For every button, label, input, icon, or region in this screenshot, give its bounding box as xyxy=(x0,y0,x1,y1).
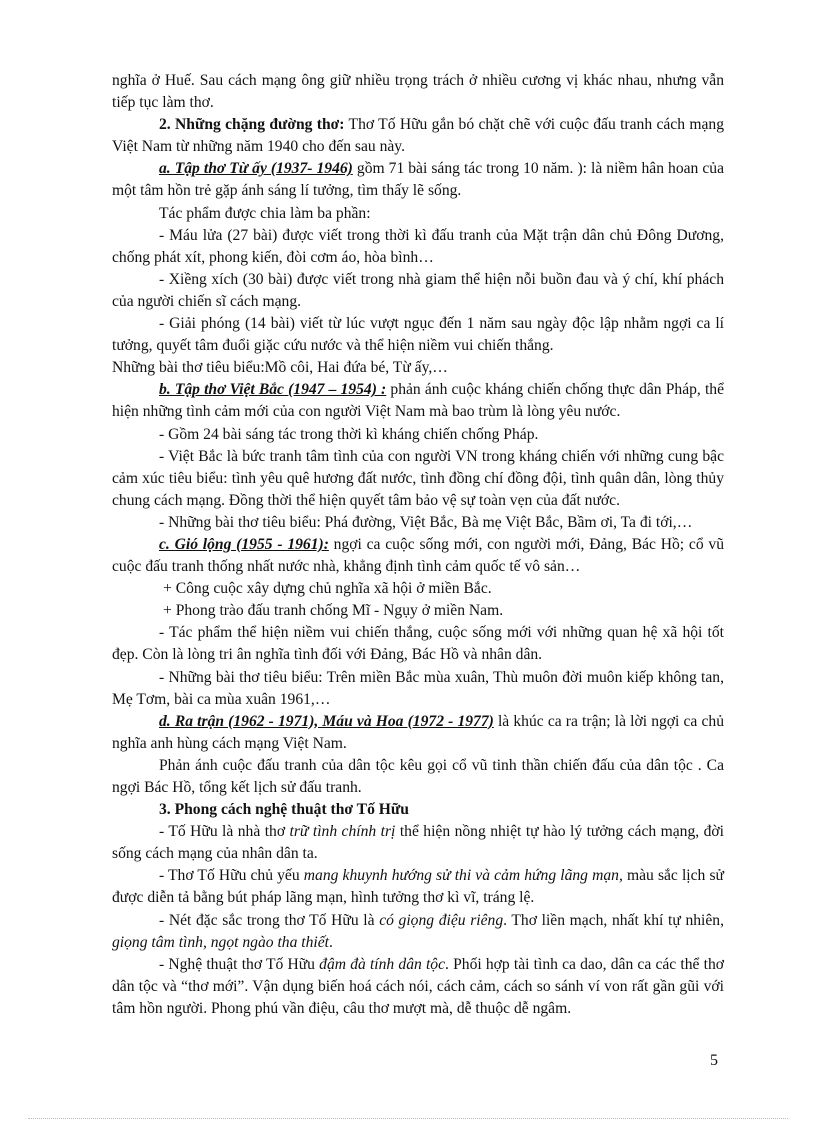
section-2-paragraph: 2. Những chặng đường thơ: Thơ Tố Hữu gắn bó chặt chẽ với cuộc đấu tranh cách mạng Việt Nam từ những năm 1940 cho đến sau này. xyxy=(112,116,724,156)
tu-ay-typical-poems: Những bài thơ tiêu biểu:Mồ côi, Hai đứa bé, Từ ấy,… xyxy=(112,359,448,377)
section-3-heading: 3. Phong cách nghệ thuật thơ Tố Hữu xyxy=(159,801,409,819)
tu-ay-heading: a. Tập thơ Từ ấy (1937- 1946) xyxy=(159,160,353,178)
style-point-1: - Tố Hữu là nhà thơ trữ tình chính trị thể hiện nồng nhiệt tự hào lý tưởng cách mạng, đời sống cách mạng của nhân dân ta. xyxy=(112,823,724,863)
style-point-3: - Nét đặc sắc trong thơ Tố Hữu là có giọng điệu riêng. Thơ liền mạch, nhất khí tự nhiên, giọng tâm tình, ngọt ngào tha thiết. xyxy=(112,911,725,951)
gio-long-heading: c. Gió lộng (1955 - 1961): xyxy=(159,535,329,553)
section-2-heading: 2. Những chặng đường thơ: xyxy=(159,116,345,134)
ra-tran-point-1: Phản ánh cuộc đấu tranh của dân tộc kêu gọi cổ vũ tinh thần chiến đấu của dân tộc . Ca ngợi Bác Hồ, tổng kết lịch sử đấu tranh. xyxy=(112,756,724,796)
gio-long-typical-poems: - Những bài thơ tiêu biểu: Trên miền Bắc mùa xuân, Thù muôn đời muôn kiếp không tan, Mẹ Tơm, bài ca mùa xuân 1961,… xyxy=(112,668,724,708)
viet-bac-point-1: - Gồm 24 bài sáng tác trong thời kì kháng chiến chống Pháp. xyxy=(159,425,539,443)
section-3-heading-paragraph xyxy=(112,799,724,821)
tu-ay-part-3: - Giải phóng (14 bài) viết từ lúc vượt ngục đến 1 năm sau ngày độc lập nhằm ngợi ca lí tưởng, quyết tâm đuổi giặc cứu nước và thể hiện niềm vui chiến thắng. xyxy=(112,315,724,355)
page-bottom-divider xyxy=(28,1118,788,1119)
tu-ay-paragraph: a. Tập thơ Từ ấy (1937- 1946) gồm 71 bài sáng tác trong 10 năm. ): là niềm hân hoan của một tâm hồn trẻ gặp ánh sáng lí tưởng, tìm thấy lẽ sống. xyxy=(112,160,724,200)
ra-tran-heading: d. Ra trận (1962 - 1971), Máu và Hoa (1972 - 1977) xyxy=(159,712,494,730)
style-point-2: - Thơ Tố Hữu chủ yếu mang khuynh hướng sử thi và cảm hứng lãng mạn, màu sắc lịch sử được diễn tả bằng bút pháp lãng mạn, hình tưởng thơ kì vĩ, tráng lệ. xyxy=(112,867,724,907)
document-body xyxy=(112,70,724,1020)
tu-ay-part-2: - Xiềng xích (30 bài) được viết trong nhà giam thể hiện nỗi buồn đau và ý chí, khí phách của người chiến sĩ cách mạng. xyxy=(112,270,724,310)
tu-ay-parts-intro: Tác phẩm được chia làm ba phần: xyxy=(159,204,371,222)
paragraph-intro: nghĩa ở Huế. Sau cách mạng ông giữ nhiều trọng trách ở nhiều cương vị khác nhau, nhưng vẫn tiếp tục làm thơ. xyxy=(112,72,724,112)
tu-ay-part-1: - Máu lửa (27 bài) được viết trong thời kì đấu tranh của Mặt trận dân chủ Đông Dương, chống phát xít, phong kiến, đòi cơm áo, hòa bình… xyxy=(112,226,724,266)
style-point-4: - Nghệ thuật thơ Tố Hữu đậm đà tính dân tộc. Phối hợp tài tình ca dao, dân ca các thể thơ dân tộc và “thơ mới”. Vận dụng biến hoá cách nói, cách cảm, cách so sánh ví von rất gần gũi với tâm hồn người. Phong phú vần điệu, câu thơ mượt mà, dễ thuộc dễ ngâm. xyxy=(112,955,724,1017)
gio-long-point-1: + Công cuộc xây dựng chủ nghĩa xã hội ở miền Bắc. xyxy=(163,580,492,598)
ra-tran-paragraph: d. Ra trận (1962 - 1971), Máu và Hoa (1972 - 1977) là khúc ca ra trận; là lời ngợi ca chủ nghĩa anh hùng cách mạng Việt Nam. xyxy=(112,712,724,752)
viet-bac-paragraph: b. Tập thơ Việt Bắc (1947 – 1954) : phản ánh cuộc kháng chiến chống thực dân Pháp, thể hiện những tình cảm mới của con người Việt Nam mà bao trùm là lòng yêu nước. xyxy=(112,381,725,421)
gio-long-point-3: - Tác phẩm thể hiện niềm vui chiến thắng, cuộc sống mới với những quan hệ xã hội tốt đẹp. Còn là lòng tri ân nghĩa tình đối với Đảng, Bác Hồ và nhân dân. xyxy=(112,624,724,664)
viet-bac-heading: b. Tập thơ Việt Bắc (1947 – 1954) : xyxy=(159,381,387,399)
gio-long-point-2: + Phong trào đấu tranh chống Mĩ - Ngụy ở miền Nam. xyxy=(163,602,504,620)
gio-long-paragraph: c. Gió lộng (1955 - 1961): ngợi ca cuộc sống mới, con người mới, Đảng, Bác Hồ; cổ vũ cuộc đấu tranh thống nhất nước nhà, khẳng định tình cảm quốc tế vô sản… xyxy=(112,535,724,576)
page-number: 5 xyxy=(710,1052,718,1069)
viet-bac-typical-poems: - Những bài thơ tiêu biểu: Phá đường, Việt Bắc, Bà mẹ Việt Bắc, Bầm ơi, Ta đi tới,… xyxy=(159,513,693,531)
viet-bac-point-2: - Việt Bắc là bức tranh tâm tình của con người VN trong kháng chiến với những cung bậc cảm xúc tiêu biểu: tình yêu quê hương đất nước, tình đồng chí đồng đội, tình quân dân, lòng thủy chung cách mạng. Đồng thời thể hiện quyết tâm bảo vệ sự toàn vẹn của đất nước. xyxy=(112,447,724,509)
